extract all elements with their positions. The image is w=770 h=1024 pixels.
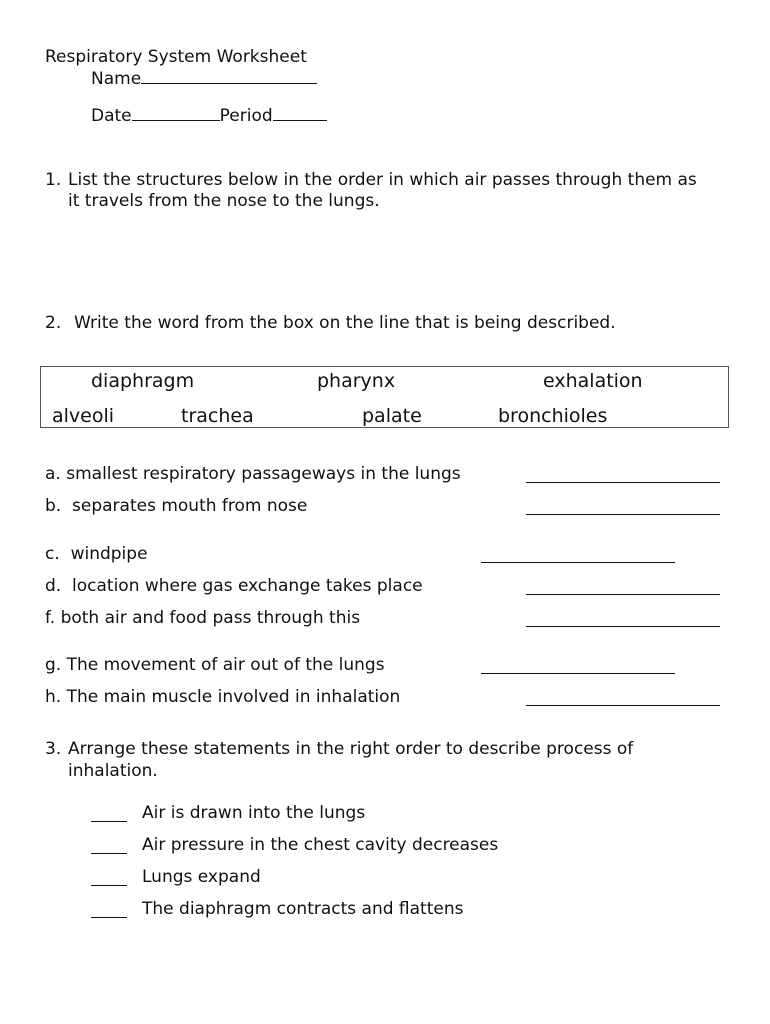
word-bank-item: palate [362,405,422,427]
statement-3: Lungs expand [142,867,261,887]
q2-number: 2. [45,313,62,333]
item-text: separates mouth from nose [72,496,308,516]
q2-text: Write the word from the box on the line that is being described. [74,313,616,333]
word-bank-item: alveoli [52,405,115,427]
order-blank-4[interactable] [91,917,127,918]
q3-text-line2: inhalation. [68,761,158,781]
item-letter: f. [45,608,56,628]
item-text: The movement of air out of the lungs [66,655,385,675]
answer-line-c[interactable] [481,562,675,563]
date-label: Date [91,106,132,126]
item-text: smallest respiratory passageways in the lungs [66,464,461,484]
item-letter: b. [45,496,62,516]
item-text: windpipe [70,544,148,564]
item-text: location where gas exchange takes place [72,576,423,596]
worksheet-title: Respiratory System Worksheet [45,47,307,67]
name-field[interactable] [91,69,317,90]
statement-1: Air is drawn into the lungs [142,803,366,823]
date-period-row [91,106,327,127]
q3-number: 3. [45,739,62,759]
word-bank-item: pharynx [317,370,396,392]
answer-line-h[interactable] [526,705,720,706]
q2-item-b [45,496,307,517]
item-letter: a. [45,464,61,484]
word-bank-item: diaphragm [91,370,195,392]
statement-2: Air pressure in the chest cavity decreases [142,835,499,855]
period-label: Period [219,106,273,126]
answer-line-g[interactable] [481,673,675,674]
answer-line-b[interactable] [526,514,720,515]
word-bank-box [40,366,729,428]
name-label: Name [91,69,142,89]
q2-item-f [45,608,360,629]
q2-item-h [45,687,400,708]
item-letter: h. [45,687,62,707]
q2-item-c [45,544,148,565]
item-text: both air and food pass through this [60,608,361,628]
word-bank-item: bronchioles [498,405,608,427]
item-letter: d. [45,576,62,596]
q1-text-line2: it travels from the nose to the lungs. [68,191,380,211]
q1-number: 1. [45,170,62,190]
item-text: The main muscle involved in inhalation [66,687,401,707]
order-blank-2[interactable] [91,853,127,854]
q2-item-a [45,464,461,485]
answer-line-f[interactable] [526,626,720,627]
date-blank[interactable] [132,106,220,121]
q1-text-line1: List the structures below in the order in which air passes through them as [68,170,697,190]
q2-item-d [45,576,423,597]
answer-line-d[interactable] [526,594,720,595]
q3-text-line1: Arrange these statements in the right order to describe process of [68,739,634,759]
order-blank-3[interactable] [91,885,127,886]
statement-4: The diaphragm contracts and flattens [142,899,464,919]
item-letter: g. [45,655,62,675]
answer-line-a[interactable] [526,482,720,483]
name-blank[interactable] [141,69,317,84]
order-blank-1[interactable] [91,821,127,822]
word-bank-item: trachea [181,405,254,427]
word-bank-item: exhalation [543,370,643,392]
item-letter: c. [45,544,60,564]
period-blank[interactable] [273,106,327,121]
q2-item-g [45,655,385,676]
